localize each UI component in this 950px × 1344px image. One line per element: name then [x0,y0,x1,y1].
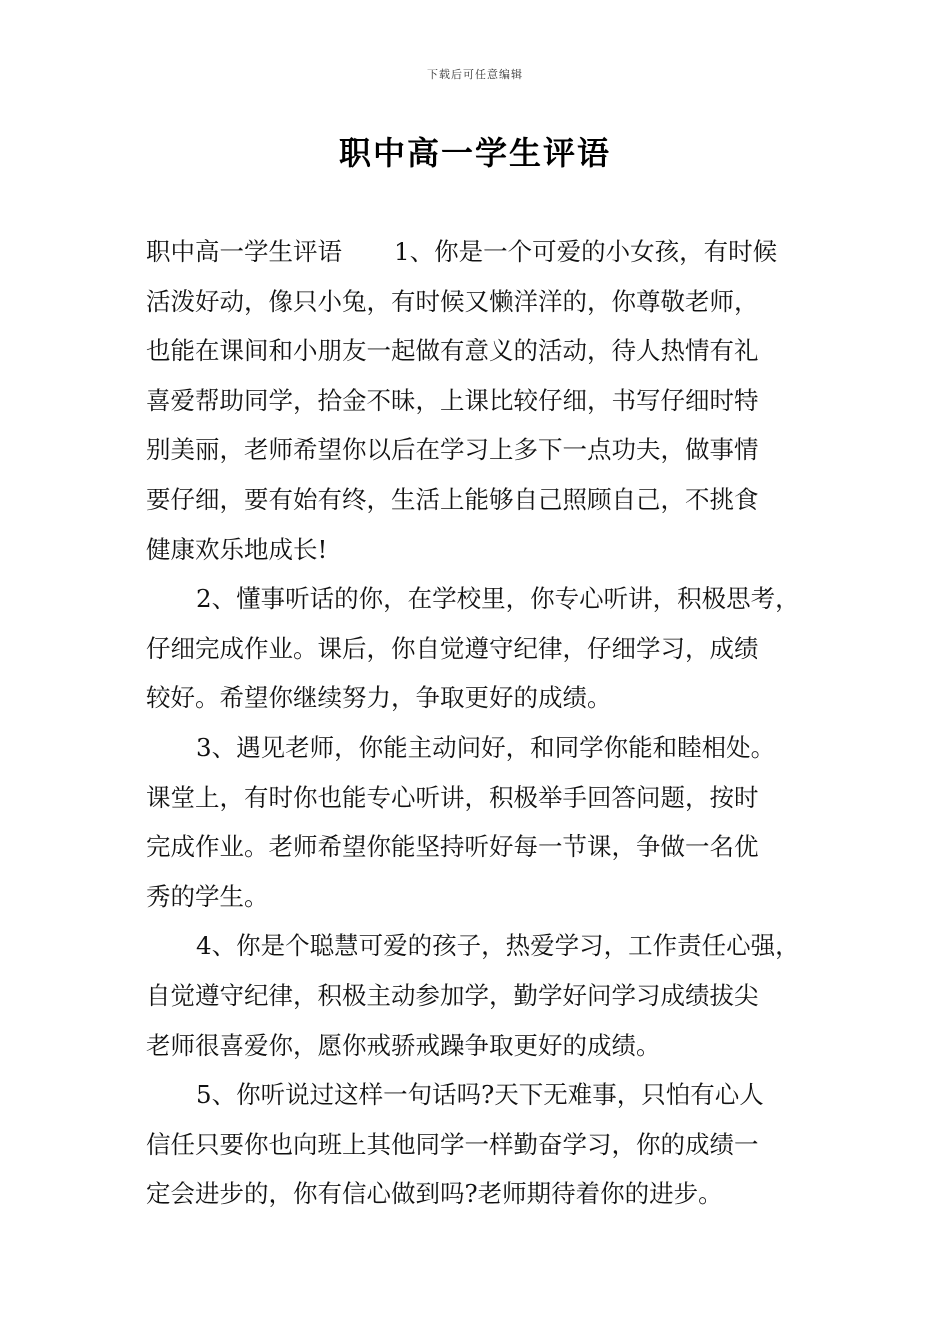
text-line [146,227,826,277]
text-line: 老师很喜爱你，愿你戒骄戒躁争取更好的成绩。 [146,1030,661,1060]
comment-paragraph-2 [146,574,826,723]
page-title: 职中高一学生评语 [338,134,611,172]
text-line: 完成作业。老师希望你能坚持听好每一节课，争做一名优 [146,832,759,862]
text-line: 也能在课间和小朋友一起做有意义的活动，待人热情有礼 [146,336,759,366]
document-body [146,227,826,1219]
text-line: 仔细完成作业。课后，你自觉遵守纪律，仔细学习，成绩 [146,633,759,663]
text-line: 健康欢乐地成长! [146,534,328,564]
text-line: 3、遇见老师，你能主动问好，和同学你能和睦相处。 [196,732,776,762]
text-line: 秀的学生。 [146,881,269,911]
text-line: 较好。希望你继续努力，争取更好的成绩。 [146,683,612,713]
text-line: 自觉遵守纪律，积极主动参加学，勤学好问学习成绩拔尖 [146,980,759,1010]
comment-paragraph-3 [146,723,826,921]
text-line: 信任只要你也向班上其他同学一样勤奋学习，你的成绩一 [146,1129,759,1159]
header-note: 下载后可任意编辑 [427,68,523,81]
text-line: 课堂上，有时你也能专心听讲，积极举手回答问题，按时 [146,782,759,812]
text-line: 要仔细，要有始有终，生活上能够自己照顾自己，不挑食 [146,484,759,514]
comment-paragraph-1 [146,227,826,574]
text-line: 2、懂事听话的你，在学校里，你专心听讲，积极思考， [196,584,800,614]
inline-title: 职中高一学生评语 [146,237,342,266]
text-line: 4、你是个聪慧可爱的孩子，热爱学习，工作责任心强， [196,931,800,961]
text-line: 别美丽，老师希望你以后在学习上多下一点功夫，做事情 [146,435,759,465]
text-line: 5、你听说过这样一句话吗?天下无难事，只怕有心人 [196,1080,764,1110]
comment-paragraph-4 [146,921,826,1070]
text-line: 活泼好动，像只小兔，有时候又懒洋洋的，你尊敬老师， [146,286,759,316]
text-line-segment: 1、你是一个可爱的小女孩，有时候 [394,237,778,266]
text-line: 定会进步的，你有信心做到吗?老师期待着你的进步。 [146,1179,723,1209]
text-line: 喜爱帮助同学，拾金不昧，上课比较仔细，书写仔细时特 [146,385,759,415]
comment-paragraph-5 [146,1070,826,1219]
